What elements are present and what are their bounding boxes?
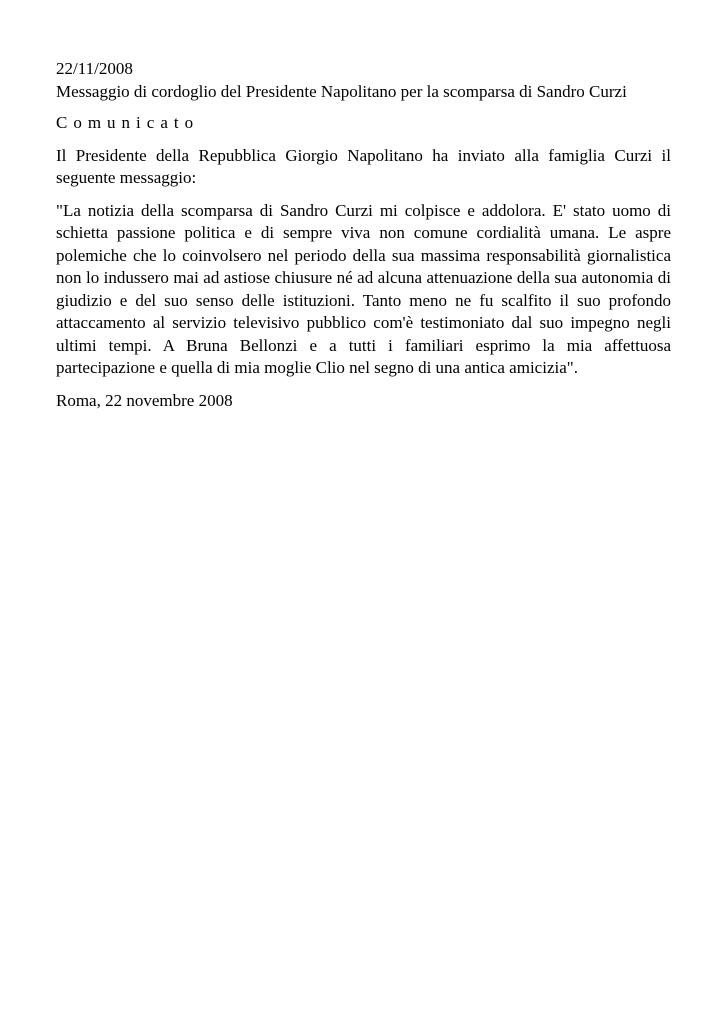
document-page <box>56 58 671 412</box>
message-paragraph: "La notizia della scomparsa di Sandro Curzi mi colpisce e addolora. E' stato uomo di schietta passione politica e di sempre viva non comune cordialità umana. Le aspre polemiche che lo coinvolsero nel periodo della sua massima responsabilità giornalistica non lo indussero mai ad astiose chiusure né ad alcuna attenuazione della sua autonomia di giudizio e del suo senso delle istituzioni. Tanto meno ne fu scalfito il suo profondo attaccamento al servizio televisivo pubblico com'è testimoniato dal suo impegno negli ultimi tempi. A Bruna Bellonzi e a tutti i familiari esprimo la mia affettuosa partecipazione e quella di mia moglie Clio nel segno di una antica amicizia". <box>56 200 671 377</box>
intro-paragraph: Il Presidente della Repubblica Giorgio Napolitano ha inviato alla famiglia Curzi il seguente messaggio: <box>56 145 671 187</box>
document-date: 22/11/2008 <box>56 59 133 78</box>
closing-line: Roma, 22 novembre 2008 <box>56 390 233 410</box>
document-label: Comunicato <box>56 113 200 132</box>
document-title: Messaggio di cordoglio del Presidente Napolitano per la scomparsa di Sandro Curzi <box>56 81 627 101</box>
